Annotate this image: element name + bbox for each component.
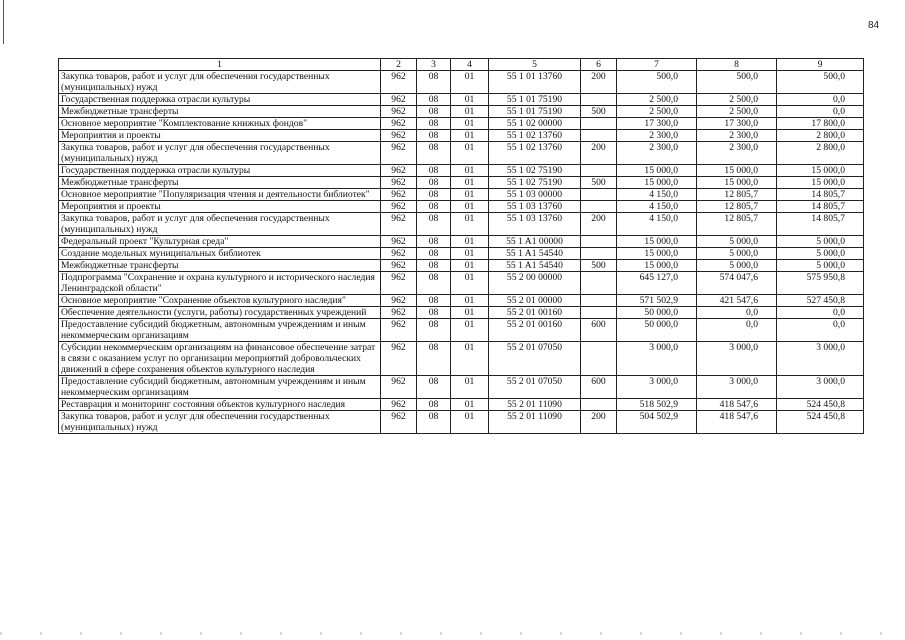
code-section-cell: 08 [417,376,451,399]
code-target-cell: 55 1 A1 54540 [489,260,581,272]
code-section-cell: 08 [417,319,451,342]
amount-col8-cell: 15 000,0 [697,177,777,189]
amount-col9-cell: 527 450,8 [777,295,864,307]
table-row [59,165,864,177]
amount-col7-cell: 15 000,0 [617,260,697,272]
header-cell: 3 [417,59,451,71]
amount-col7-cell: 3 000,0 [617,342,697,376]
table-row [59,213,864,236]
code-admin-cell: 962 [381,376,417,399]
amount-col8-cell: 5 000,0 [697,236,777,248]
amount-col7-cell: 15 000,0 [617,236,697,248]
amount-col8-cell: 15 000,0 [697,165,777,177]
amount-col9-cell: 2 800,0 [777,130,864,142]
row-name-cell: Государственная поддержка отрасли культуры [59,165,381,177]
amount-col9-cell: 2 800,0 [777,142,864,165]
code-target-cell: 55 1 02 13760 [489,142,581,165]
code-admin-cell: 962 [381,342,417,376]
amount-col7-cell: 645 127,0 [617,272,697,295]
code-admin-cell: 962 [381,272,417,295]
amount-col8-cell: 0,0 [697,319,777,342]
amount-col7-cell: 15 000,0 [617,165,697,177]
row-name-cell: Основное мероприятие "Популяризация чтения и деятельности библиотек" [59,189,381,201]
amount-col9-cell: 0,0 [777,94,864,106]
code-target-cell: 55 1 02 13760 [489,130,581,142]
row-name-cell: Федеральный проект "Культурная среда" [59,236,381,248]
code-section-cell: 08 [417,130,451,142]
amount-col9-cell: 575 950,8 [777,272,864,295]
code-expense-type-cell [581,130,617,142]
code-subsection-cell: 01 [451,319,489,342]
amount-col8-cell: 3 000,0 [697,376,777,399]
table-row [59,248,864,260]
amount-col9-cell: 3 000,0 [777,376,864,399]
amount-col7-cell: 500,0 [617,71,697,94]
code-target-cell: 55 1 A1 00000 [489,236,581,248]
row-name-cell: Обеспечение деятельности (услуги, работы) государственных учреждений [59,307,381,319]
code-subsection-cell: 01 [451,248,489,260]
code-subsection-cell: 01 [451,165,489,177]
code-target-cell: 55 1 01 13760 [489,71,581,94]
row-name-cell: Межбюджетные трансферты [59,260,381,272]
code-expense-type-cell: 200 [581,213,617,236]
amount-col8-cell: 3 000,0 [697,342,777,376]
table-body [59,71,864,434]
table-row [59,307,864,319]
code-target-cell: 55 1 03 00000 [489,189,581,201]
table-row [59,189,864,201]
code-expense-type-cell [581,272,617,295]
header-cell: 9 [777,59,864,71]
code-section-cell: 08 [417,399,451,411]
table-row [59,295,864,307]
code-section-cell: 08 [417,118,451,130]
header-cell: 2 [381,59,417,71]
code-target-cell: 55 1 02 75190 [489,165,581,177]
scan-edge-line [3,0,4,44]
code-target-cell: 55 1 A1 54540 [489,248,581,260]
amount-col7-cell: 518 502,9 [617,399,697,411]
table-row [59,71,864,94]
amount-col9-cell: 14 805,7 [777,201,864,213]
amount-col9-cell: 524 450,8 [777,399,864,411]
code-section-cell: 08 [417,260,451,272]
table-row [59,130,864,142]
amount-col7-cell: 15 000,0 [617,177,697,189]
code-target-cell: 55 2 01 11090 [489,411,581,434]
table-row [59,319,864,342]
amount-col9-cell: 3 000,0 [777,342,864,376]
amount-col9-cell: 5 000,0 [777,236,864,248]
code-expense-type-cell: 200 [581,411,617,434]
amount-col8-cell: 5 000,0 [697,248,777,260]
code-subsection-cell: 01 [451,260,489,272]
code-admin-cell: 962 [381,319,417,342]
code-expense-type-cell [581,307,617,319]
header-cell: 6 [581,59,617,71]
table-row [59,177,864,189]
code-expense-type-cell: 600 [581,376,617,399]
code-expense-type-cell: 600 [581,319,617,342]
code-target-cell: 55 1 02 75190 [489,177,581,189]
row-name-cell: Реставрация и мониторинг состояния объектов культурного наследия [59,399,381,411]
code-subsection-cell: 01 [451,295,489,307]
row-name-cell: Мероприятия и проекты [59,201,381,213]
code-subsection-cell: 01 [451,118,489,130]
code-target-cell: 55 1 03 13760 [489,201,581,213]
code-section-cell: 08 [417,411,451,434]
code-subsection-cell: 01 [451,272,489,295]
code-admin-cell: 962 [381,248,417,260]
code-admin-cell: 962 [381,260,417,272]
row-name-cell: Предоставление субсидий бюджетным, автономным учреждениям и иным некоммерческим организациям [59,376,381,399]
code-section-cell: 08 [417,272,451,295]
code-section-cell: 08 [417,189,451,201]
code-admin-cell: 962 [381,118,417,130]
amount-col7-cell: 2 500,0 [617,106,697,118]
amount-col9-cell: 0,0 [777,106,864,118]
header-cell: 4 [451,59,489,71]
amount-col8-cell: 574 047,6 [697,272,777,295]
code-target-cell: 55 2 01 07050 [489,376,581,399]
code-section-cell: 08 [417,295,451,307]
row-name-cell: Закупка товаров, работ и услуг для обеспечения государственных (муниципальных) нужд [59,411,381,434]
amount-col8-cell: 17 300,0 [697,118,777,130]
code-target-cell: 55 1 03 13760 [489,213,581,236]
amount-col7-cell: 3 000,0 [617,376,697,399]
amount-col9-cell: 14 805,7 [777,189,864,201]
code-subsection-cell: 01 [451,411,489,434]
row-name-cell: Основное мероприятие "Сохранение объектов культурного наследия" [59,295,381,307]
code-admin-cell: 962 [381,295,417,307]
header-cell: 8 [697,59,777,71]
amount-col8-cell: 418 547,6 [697,399,777,411]
row-name-cell: Субсидии некоммерческим организациям на финансовое обеспечение затрат в связи с оказанием услуг по организации мероприятий добровольческих движений в сфере сохранения объектов культурного наследия [59,342,381,376]
code-admin-cell: 962 [381,399,417,411]
amount-col8-cell: 421 547,6 [697,295,777,307]
row-name-cell: Создание модельных муниципальных библиотек [59,248,381,260]
amount-col9-cell: 15 000,0 [777,165,864,177]
code-subsection-cell: 01 [451,94,489,106]
amount-col7-cell: 4 150,0 [617,213,697,236]
code-target-cell: 55 2 01 00160 [489,319,581,342]
code-expense-type-cell [581,201,617,213]
code-section-cell: 08 [417,236,451,248]
code-subsection-cell: 01 [451,106,489,118]
code-expense-type-cell: 200 [581,142,617,165]
amount-col8-cell: 2 300,0 [697,142,777,165]
code-expense-type-cell: 500 [581,177,617,189]
amount-col8-cell: 0,0 [697,307,777,319]
amount-col7-cell: 2 300,0 [617,142,697,165]
row-name-cell: Мероприятия и проекты [59,130,381,142]
code-section-cell: 08 [417,106,451,118]
scan-artifact-line [0,632,905,635]
header-cell: 7 [617,59,697,71]
code-expense-type-cell [581,399,617,411]
amount-col7-cell: 17 300,0 [617,118,697,130]
table-row [59,376,864,399]
amount-col9-cell: 0,0 [777,307,864,319]
row-name-cell: Основное мероприятие "Комплектование книжных фондов" [59,118,381,130]
row-name-cell: Предоставление субсидий бюджетным, автономным учреждениям и иным некоммерческим организациям [59,319,381,342]
amount-col8-cell: 12 805,7 [697,213,777,236]
code-admin-cell: 962 [381,94,417,106]
table-row [59,236,864,248]
page-number: 84 [868,20,880,31]
code-subsection-cell: 01 [451,307,489,319]
code-admin-cell: 962 [381,165,417,177]
amount-col7-cell: 2 300,0 [617,130,697,142]
amount-col9-cell: 524 450,8 [777,411,864,434]
code-section-cell: 08 [417,307,451,319]
header-cell: 1 [59,59,381,71]
code-section-cell: 08 [417,177,451,189]
code-admin-cell: 962 [381,142,417,165]
amount-col7-cell: 4 150,0 [617,189,697,201]
code-admin-cell: 962 [381,177,417,189]
row-name-cell: Межбюджетные трансферты [59,177,381,189]
amount-col7-cell: 504 502,9 [617,411,697,434]
code-expense-type-cell [581,189,617,201]
code-subsection-cell: 01 [451,201,489,213]
amount-col9-cell: 15 000,0 [777,177,864,189]
amount-col7-cell: 2 500,0 [617,94,697,106]
code-expense-type-cell [581,342,617,376]
amount-col8-cell: 2 500,0 [697,106,777,118]
amount-col7-cell: 50 000,0 [617,307,697,319]
amount-col8-cell: 2 500,0 [697,94,777,106]
code-subsection-cell: 01 [451,130,489,142]
code-expense-type-cell [581,94,617,106]
code-subsection-cell: 01 [451,213,489,236]
row-name-cell: Закупка товаров, работ и услуг для обеспечения государственных (муниципальных) нужд [59,71,381,94]
code-section-cell: 08 [417,165,451,177]
table-row [59,106,864,118]
code-expense-type-cell: 500 [581,260,617,272]
amount-col9-cell: 5 000,0 [777,260,864,272]
code-subsection-cell: 01 [451,142,489,165]
code-admin-cell: 962 [381,236,417,248]
amount-col9-cell: 500,0 [777,71,864,94]
code-subsection-cell: 01 [451,177,489,189]
code-subsection-cell: 01 [451,71,489,94]
row-name-cell: Межбюджетные трансферты [59,106,381,118]
code-admin-cell: 962 [381,201,417,213]
code-expense-type-cell: 500 [581,106,617,118]
code-target-cell: 55 2 01 11090 [489,399,581,411]
amount-col8-cell: 2 300,0 [697,130,777,142]
code-section-cell: 08 [417,71,451,94]
header-row [59,59,864,71]
amount-col9-cell: 17 800,0 [777,118,864,130]
header-cell: 5 [489,59,581,71]
table-row [59,399,864,411]
table-row [59,201,864,213]
code-admin-cell: 962 [381,71,417,94]
code-admin-cell: 962 [381,189,417,201]
amount-col8-cell: 12 805,7 [697,189,777,201]
code-target-cell: 55 1 01 75190 [489,94,581,106]
row-name-cell: Государственная поддержка отрасли культуры [59,94,381,106]
code-admin-cell: 962 [381,213,417,236]
code-expense-type-cell [581,165,617,177]
table-row [59,118,864,130]
code-admin-cell: 962 [381,411,417,434]
code-target-cell: 55 1 02 00000 [489,118,581,130]
amount-col7-cell: 4 150,0 [617,201,697,213]
code-section-cell: 08 [417,142,451,165]
code-expense-type-cell [581,236,617,248]
code-expense-type-cell [581,248,617,260]
amount-col9-cell: 5 000,0 [777,248,864,260]
row-name-cell: Закупка товаров, работ и услуг для обеспечения государственных (муниципальных) нужд [59,213,381,236]
amount-col7-cell: 571 502,9 [617,295,697,307]
table-row [59,342,864,376]
amount-col7-cell: 15 000,0 [617,248,697,260]
code-expense-type-cell [581,118,617,130]
table-row [59,272,864,295]
amount-col8-cell: 418 547,6 [697,411,777,434]
code-expense-type-cell: 200 [581,71,617,94]
code-subsection-cell: 01 [451,399,489,411]
amount-col8-cell: 500,0 [697,71,777,94]
table-row [59,411,864,434]
amount-col8-cell: 5 000,0 [697,260,777,272]
code-admin-cell: 962 [381,130,417,142]
code-target-cell: 55 2 01 00160 [489,307,581,319]
code-target-cell: 55 2 00 00000 [489,272,581,295]
amount-col9-cell: 0,0 [777,319,864,342]
code-target-cell: 55 2 01 07050 [489,342,581,376]
amount-col8-cell: 12 805,7 [697,201,777,213]
code-admin-cell: 962 [381,307,417,319]
code-subsection-cell: 01 [451,189,489,201]
code-expense-type-cell [581,295,617,307]
code-subsection-cell: 01 [451,376,489,399]
code-subsection-cell: 01 [451,236,489,248]
table-row [59,142,864,165]
code-section-cell: 08 [417,248,451,260]
code-section-cell: 08 [417,201,451,213]
code-subsection-cell: 01 [451,342,489,376]
row-name-cell: Подпрограмма "Сохранение и охрана культурного и исторического наследия Ленинградской области" [59,272,381,295]
code-section-cell: 08 [417,94,451,106]
row-name-cell: Закупка товаров, работ и услуг для обеспечения государственных (муниципальных) нужд [59,142,381,165]
amount-col7-cell: 50 000,0 [617,319,697,342]
table-row [59,260,864,272]
code-admin-cell: 962 [381,106,417,118]
amount-col9-cell: 14 805,7 [777,213,864,236]
code-target-cell: 55 1 01 75190 [489,106,581,118]
budget-table [58,58,864,434]
code-section-cell: 08 [417,342,451,376]
table-row [59,94,864,106]
code-section-cell: 08 [417,213,451,236]
code-target-cell: 55 2 01 00000 [489,295,581,307]
